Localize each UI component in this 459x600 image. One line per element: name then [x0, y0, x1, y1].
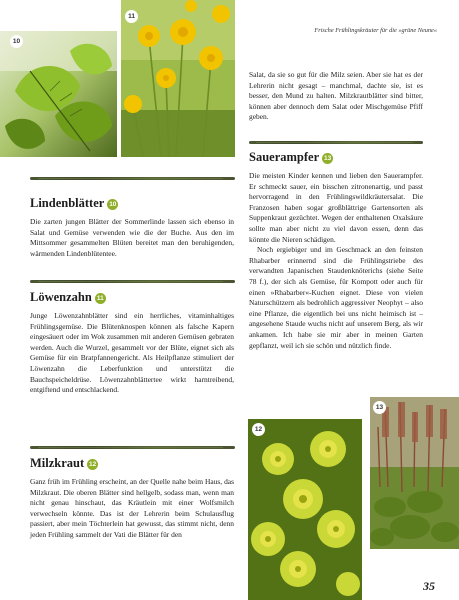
photo-sauerampfer — [370, 397, 459, 549]
sauerampfer-heading — [249, 150, 333, 165]
milzkraut-heading — [30, 456, 98, 471]
linden-heading — [30, 196, 118, 211]
loewenzahn-title: Löwenzahn — [30, 290, 92, 304]
linden-text: Die zarten jungen Blätter der Sommerlinde lassen sich ebenso in Salat und Gemüse verwenden wie die der Buche. Aus den im Mittsommer gesammelten Blüten bereitet man den beruhigenden, wärmenden Lindenblütentee. — [30, 217, 234, 258]
photo-badge-10: 10 — [10, 35, 23, 48]
milzkraut-text: Ganz früh im Frühling erscheint, an der Quelle nahe beim Haus, das Milzkraut. Die oberen Blätter sind hellgelb, sodass man, wenn man nicht genau hinschaut, das Kräutlein mit einer Wolfsmilch verwechseln könnte. Das ist der Lehrerin beim Schulausflug passiert, aber mein Töchterlein hat gewusst, das stimmt nicht, denn jeden Frühling sammelt der Vati die Blätter für den — [30, 477, 234, 539]
linden-badge: 10 — [109, 200, 117, 208]
sauerampfer-text — [249, 171, 423, 351]
photo-linden-leaves — [0, 31, 117, 157]
loewenzahn-badge: 11 — [95, 293, 106, 304]
section-divider — [249, 141, 423, 144]
photo-dandelion — [121, 0, 235, 157]
sauerampfer-badge: 13 — [324, 154, 332, 162]
section-divider — [30, 280, 235, 283]
photo-badge-11: 11 — [125, 10, 138, 23]
running-header: Frische Frühlingskräuter für die »grüne Neune« — [314, 27, 437, 34]
milzkraut-continued-text: Salat, da sie so gut für die Milz seien. Aber sie hat es der Lehrerin nicht gesagt – manchmal, dachte sie, ist es besser, den Mund zu halten. Milzkrautblätter sind bitter, können aber dennoch dem Salat oder Mischgemüse Pfiff geben. — [249, 70, 423, 122]
loewenzahn-heading — [30, 290, 106, 305]
milzkraut-image — [248, 419, 362, 600]
linden-leaves-image — [0, 31, 117, 157]
linden-title: Lindenblätter — [30, 196, 105, 210]
sauerampfer-title: Sauerampfer — [249, 150, 320, 164]
page-number: 35 — [423, 579, 435, 593]
photo-badge-13: 13 — [373, 401, 386, 414]
section-divider — [30, 177, 235, 180]
section-divider — [30, 446, 235, 449]
dandelion-image — [121, 0, 235, 157]
loewenzahn-text: Junge Löwenzahnblätter sind ein herrliches, vitaminhaltiges Frühlingsgemüse. Die Blütenknospen können als falsche Kapern eingesäuert oder im Wok zusammen mit anderen Gemüsen gebraten werden. Auch die Wurzel, gesammelt vor der Blüte, eignet sich als Gemüse für ein Bratpfannengericht. Als Heilpflanze stimuliert der Löwenzahn die Leberfunktion und unterstützt die Bauchspeicheldrüse. Löwenzahnblättertee wirkt harntreibend, entgiftend und entschlackend. — [30, 311, 234, 395]
sauerampfer-image — [370, 397, 459, 549]
photo-milzkraut — [248, 419, 362, 600]
sauerampfer-paragraph-1: Die meisten Kinder kennen und lieben den Sauerampfer. Er schmeckt sauer, ein bisschen zitronenartig, und passt hervorragend in den Frühlingswildkräutersalat. Die Franzosen haben sogar großblättrige Gartensorten als Suppenkraut gezüchtet. Wegen der enthaltenen Oxalsäure sollte man aber nicht zu viel davon essen, denn das könnte die Nieren schädigen. — [249, 171, 423, 244]
sauerampfer-paragraph-2: Noch ergiebiger und im Geschmack an den feinsten Rhabarber erinnernd sind die Frühlingstriebe des verwandten Japanischen Staudenknöterichs (siehe Seite 78 f.), der sich als Gemüse, für Kompott oder auch für einen »Rhabarber«-Kuchen eignet. Diese von vielen Naturschützern als bedrohlich aggressiver Neophyt – also eine Pflanze, die eigentlich bei uns nicht heimisch ist – angesehene Staude wuchs nicht auf unserem Berg, als wir ankamen. Ich habe sie mir aber in meinen Garten gepflanzt, weil ich sie schön und nützlich finde. — [249, 245, 423, 350]
photo-badge-12: 12 — [252, 423, 265, 436]
milzkraut-title: Milzkraut — [30, 456, 85, 470]
milzkraut-badge: 12 — [89, 460, 97, 468]
